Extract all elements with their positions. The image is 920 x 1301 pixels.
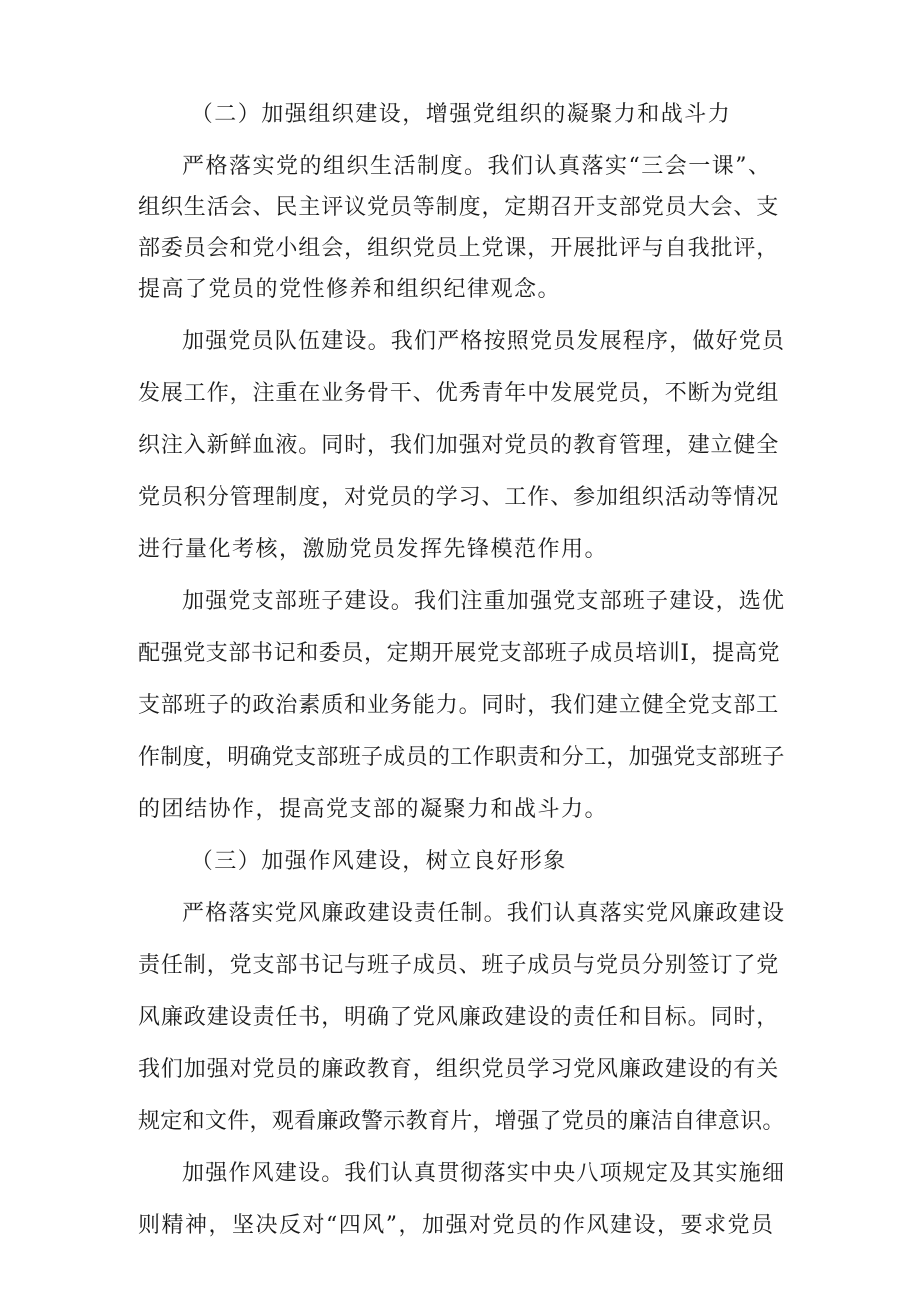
body-text-line: 提高了党员的党性修养和组织纪律观念。: [138, 277, 562, 302]
body-text-line: 则精神，坚决反对“四风”，加强对党员的作风建设，要求党员: [138, 1213, 775, 1238]
section-heading: （二）加强组织建设，增强党组织的凝聚力和战斗力: [190, 102, 732, 127]
body-text-line: 风廉政建设责任书，明确了党风廉政建设的责任和目标。同时，: [138, 1005, 780, 1030]
body-text-line: 进行量化考核，激励党员发挥先锋模范作用。: [138, 537, 609, 562]
document-body: [138, 94, 786, 1246]
body-text-line: 支部班子的政治素质和业务能力。同时，我们建立健全党支部工: [138, 693, 780, 718]
body-text-line: 加强党支部班子建设。我们注重加强党支部班子建设，选优: [182, 589, 786, 614]
body-text-line: 严格落实党的组织生活制度。我们认真落实“三会一课”、: [182, 154, 772, 179]
body-text-line: 党员积分管理制度，对党员的学习、工作、参加组织活动等情况: [138, 485, 780, 510]
body-text-line: 配强党支部书记和委员，定期开展党支部班子成员培训I，提高党: [138, 641, 781, 666]
body-text-line: 作制度，明确党支部班子成员的工作职责和分工，加强党支部班子: [138, 745, 785, 770]
body-text-line: 责任制，党支部书记与班子成员、班子成员与党员分别签订了党: [138, 953, 780, 978]
section-heading: （三）加强作风建设，树立良好形象: [190, 849, 567, 874]
body-text-line: 组织生活会、民主评议党员等制度，定期召开支部党员大会、支: [138, 195, 780, 220]
body-text-line: 发展工作，注重在业务骨干、优秀青年中发展党员，不断为党组: [138, 381, 780, 406]
body-text-line: 加强作风建设。我们认真贯彻落实中央八项规定及其实施细: [182, 1161, 786, 1186]
body-text-line: 部委员会和党小组会，组织党员上党课，开展批评与自我批评，: [138, 236, 780, 261]
body-text-line: 的团结协作，提高党支部的凝聚力和战斗力。: [138, 797, 609, 822]
body-text-line: 我们加强对党员的廉政教育，组织党员学习党风廉政建设的有关: [138, 1057, 780, 1082]
body-text-line: 织注入新鲜血液。同时，我们加强对党员的教育管理，建立健全: [138, 433, 780, 458]
document-page: [138, 94, 786, 1246]
body-text-line: 严格落实党风廉政建设责任制。我们认真落实党风廉政建设: [182, 901, 786, 926]
body-text-line: 加强党员队伍建设。我们严格按照党员发展程序，做好党员: [182, 329, 786, 354]
body-text-line: 规定和文件，观看廉政警示教育片，增强了党员的廉洁自律意识。: [138, 1109, 785, 1134]
